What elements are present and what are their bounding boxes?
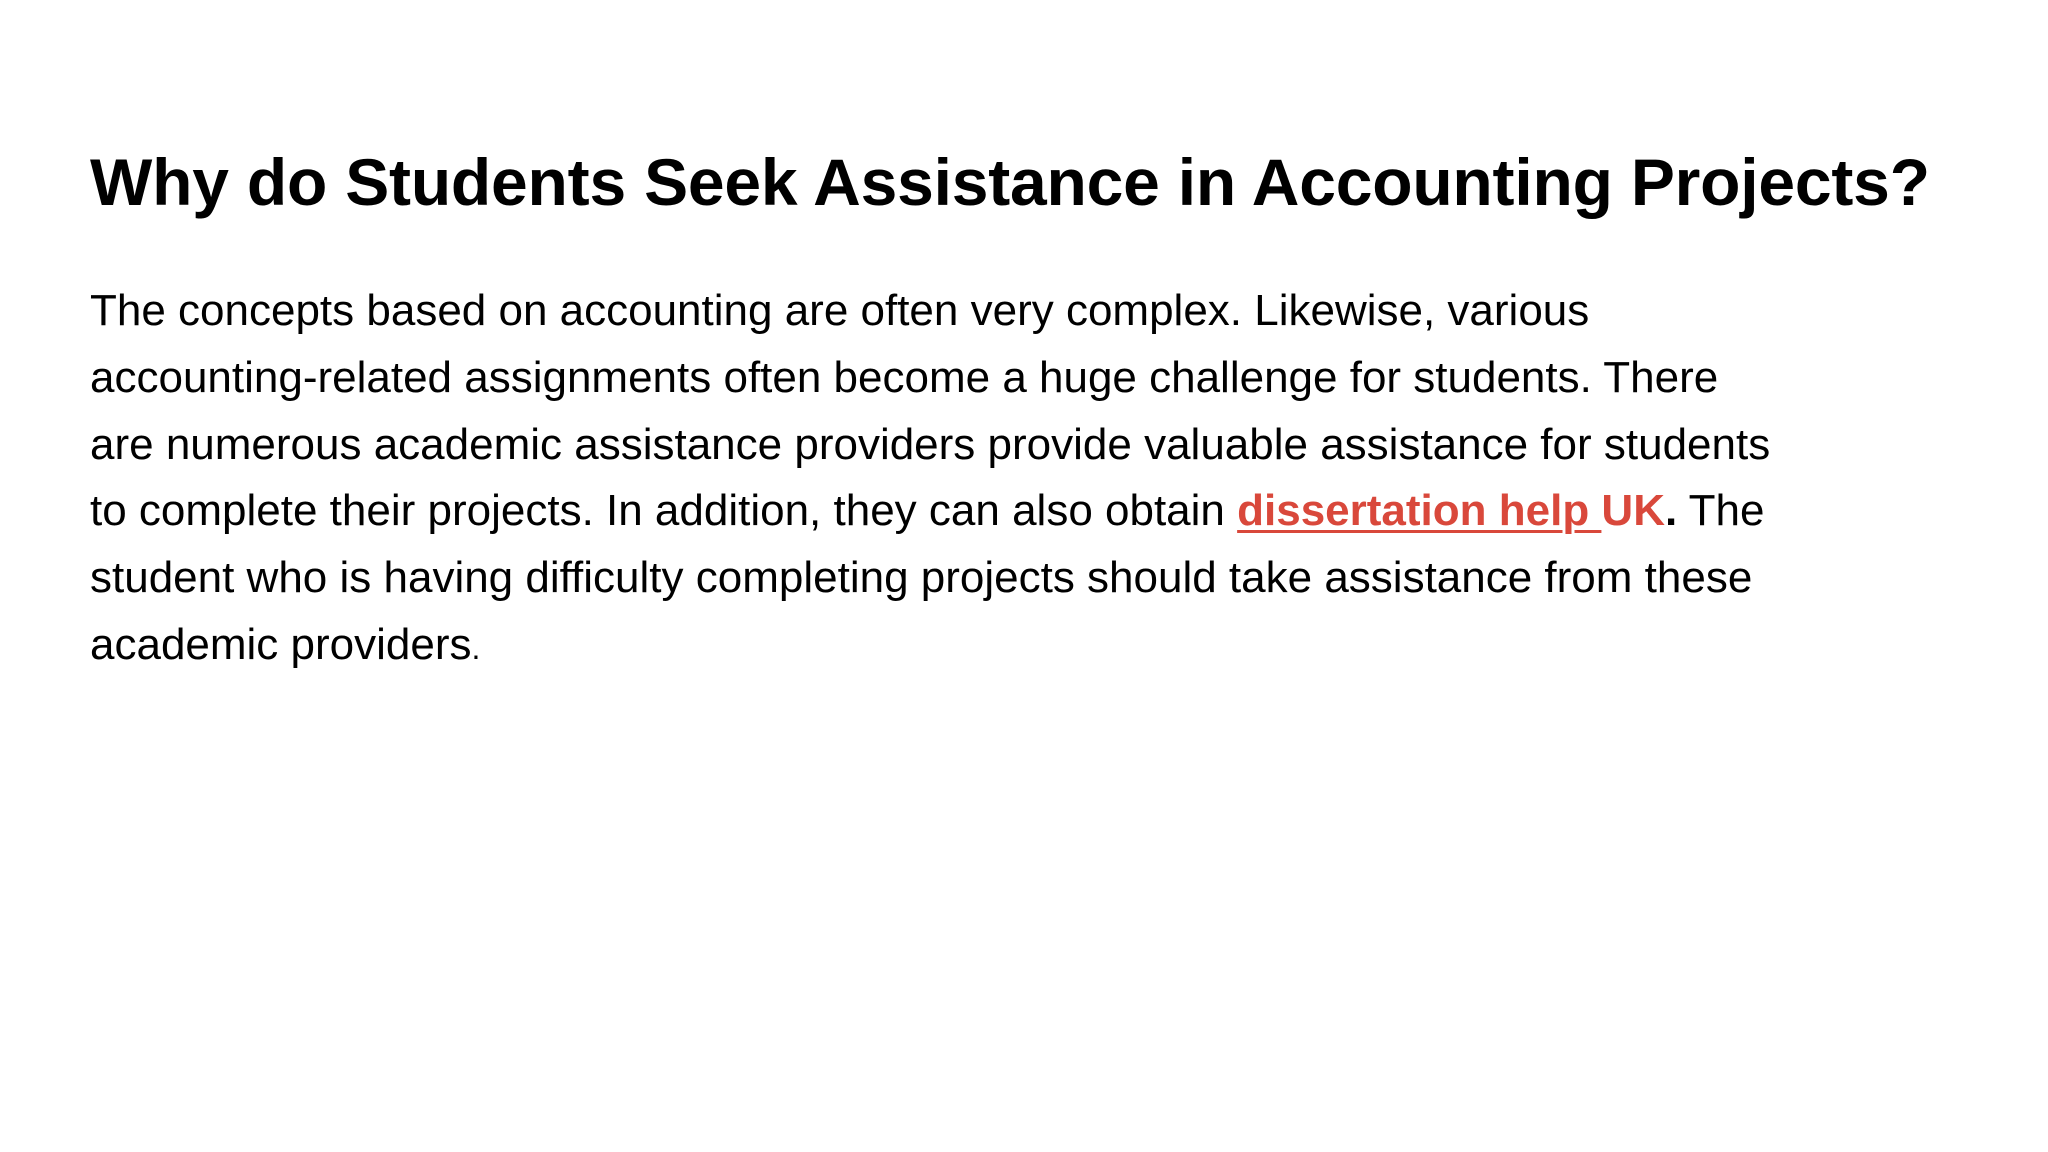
paragraph-line-6 (90, 612, 1990, 682)
paragraph-line-4 (90, 478, 1990, 545)
dissertation-help-link[interactable]: dissertation help (1237, 486, 1602, 536)
link-suffix-uk[interactable]: UK (1601, 486, 1665, 536)
paragraph-line-1: The concepts based on accounting are often very complex. Likewise, various (90, 286, 1590, 335)
bold-period: . (1664, 486, 1678, 536)
line-6-text: academic providers (90, 619, 472, 669)
body-paragraph (90, 278, 1990, 682)
paragraph-line-5: student who is having difficulty completing projects should take assistance from these (90, 553, 1753, 603)
slide-title: Why do Students Seek Assistance in Accounting Projects? (90, 145, 1930, 219)
line-4-trail-text: The (1677, 486, 1765, 536)
final-period: . (471, 629, 481, 666)
paragraph-line-3: are numerous academic assistance providers provide valuable assistance for students (90, 419, 1771, 469)
line-4-lead-text: to complete their projects. In addition, they can also obtain (90, 486, 1238, 536)
paragraph-line-2: accounting-related assignments often become a huge challenge for students. There (90, 352, 1719, 402)
